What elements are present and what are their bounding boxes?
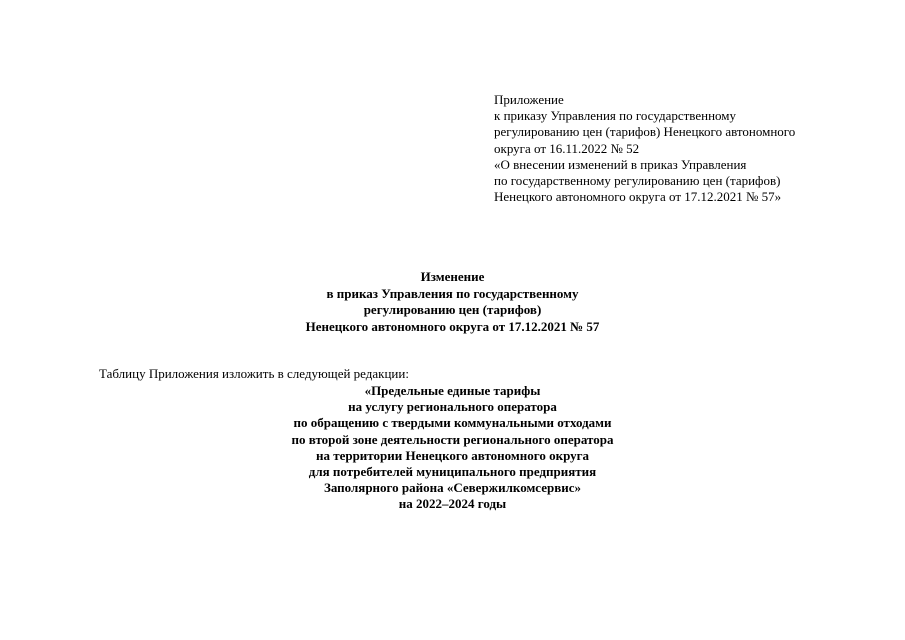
appendix-line: «О внесении изменений в приказ Управления	[494, 156, 747, 172]
tariff-title-line: Заполярного района «Севержилкомсервис»	[323, 480, 582, 496]
tariff-title-line: по второй зоне деятельности регионального оператора	[291, 431, 614, 447]
tariff-title-line: для потребителей муниципального предприятия	[308, 464, 597, 480]
tariff-title	[0, 383, 905, 513]
tariff-title-line: по обращению с твердыми коммунальными отходами	[293, 415, 612, 431]
change-title	[0, 269, 905, 335]
appendix-line: Ненецкого автономного округа от 17.12.2021 № 57»	[494, 189, 782, 205]
appendix-line: к приказу Управления по государственному	[494, 108, 737, 124]
change-title-line: в приказ Управления по государственному	[326, 285, 579, 301]
change-title-line: Изменение	[420, 269, 485, 284]
tariff-title-line: на услугу регионального оператора	[348, 399, 557, 415]
tariff-title-line: «Предельные единые тарифы	[364, 383, 541, 398]
tariff-title-line: на территории Ненецкого автономного округа	[315, 447, 590, 463]
appendix-header	[494, 92, 894, 205]
appendix-line: Приложение	[494, 92, 564, 107]
tariff-title-line: на 2022–2024 годы	[398, 496, 507, 512]
appendix-line: по государственному регулированию цен (тарифов)	[494, 173, 781, 189]
instruction-text: Таблицу Приложения изложить в следующей редакции:	[99, 366, 409, 381]
appendix-line: регулированию цен (тарифов) Ненецкого автономного	[494, 124, 796, 140]
appendix-line: округа от 16.11.2022 № 52	[494, 140, 640, 156]
change-title-line: Ненецкого автономного округа от 17.12.2021 № 57	[305, 318, 600, 334]
change-title-line: регулированию цен (тарифов)	[363, 302, 542, 317]
